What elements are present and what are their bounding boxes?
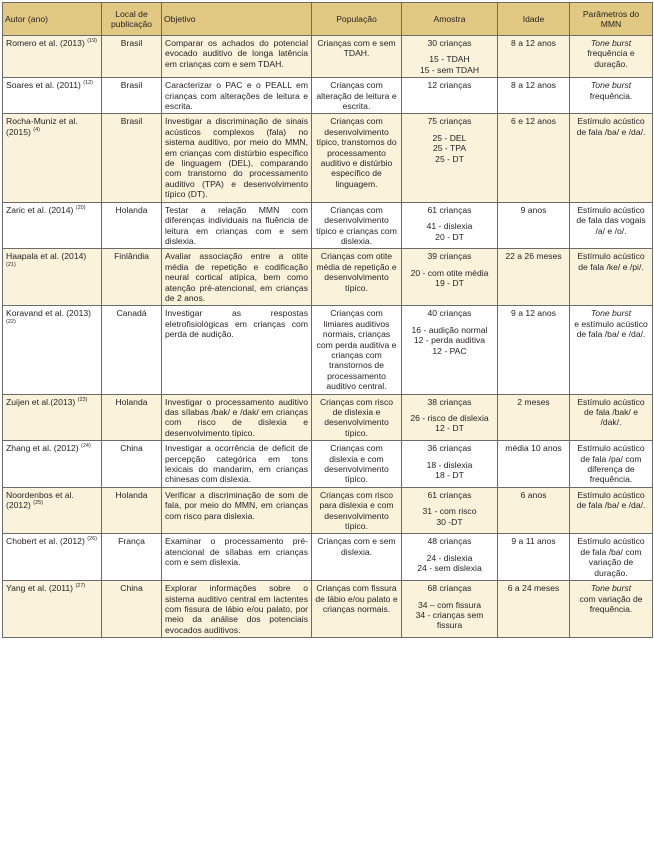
header-parametros — [570, 3, 653, 36]
table-row — [3, 78, 653, 114]
cell-populacao: Crianças com e sem TDAH. — [312, 36, 402, 78]
cell-parametros — [570, 78, 653, 114]
cell-autor — [3, 114, 102, 202]
amostra-total: 61 crianças — [427, 204, 472, 215]
cell-autor — [3, 36, 102, 78]
param-description: Estímulo acústico de fala /ba/ com variação de duração. — [577, 536, 645, 578]
header-local-line2: publicação — [110, 19, 153, 29]
reference-number: (27) — [75, 583, 86, 590]
author-name: Soares et al. (2011) — [6, 80, 81, 91]
header-objetivo: Objetivo — [162, 3, 312, 36]
cell-populacao: Crianças com e sem dislexia. — [312, 534, 402, 581]
cell-autor — [3, 487, 102, 534]
cell-local: Holanda — [102, 202, 162, 249]
studies-table — [2, 2, 653, 638]
cell-populacao: Crianças com desenvolvimento típico e crianças com dislexia. — [312, 202, 402, 249]
amostra-subgroup: 34 – com fissura — [417, 599, 482, 610]
header-row — [3, 3, 653, 36]
cell-parametros — [570, 249, 653, 306]
cell-autor — [3, 394, 102, 441]
amostra-subgroup: 34 - crianças sem fissura — [415, 609, 484, 631]
cell-objetivo: Testar a relação MMN com diferenças individuais na fluência de leitura em crianças com e sem dislexia. — [162, 202, 312, 249]
param-description: frequência. — [589, 90, 633, 101]
cell-amostra — [402, 36, 498, 78]
cell-populacao: Crianças com dislexia e com desenvolvimento típico. — [312, 441, 402, 488]
param-description: Estímulo acústico de fala /pa/ com diferença de frequência. — [577, 443, 645, 485]
amostra-subgroup: 24 - sem dislexia — [417, 563, 482, 574]
cell-objetivo: Comparar os achados do potencial evocado auditivo de longa latência em crianças com e sem TDAH. — [162, 36, 312, 78]
cell-populacao: Crianças com risco para dislexia e com desenvolvimento típico. — [312, 487, 402, 534]
cell-local: Holanda — [102, 394, 162, 441]
amostra-subgroup: 15 - sem TDAH — [419, 64, 480, 75]
cell-local: Holanda — [102, 487, 162, 534]
author-name: Haapala et al. (2014) — [6, 251, 87, 262]
author-name: Yang et al. (2011) — [6, 583, 74, 594]
cell-populacao: Crianças com desenvolvimento típico, transtornos do processamento auditivo e distúrbio específico de linguagem. — [312, 114, 402, 202]
author-name: Chobert et al. (2012) — [6, 536, 85, 547]
cell-amostra — [402, 202, 498, 249]
cell-parametros — [570, 534, 653, 581]
author-name: Noordenbos et al. (2012) — [6, 489, 74, 511]
cell-amostra — [402, 487, 498, 534]
cell-parametros — [570, 441, 653, 488]
amostra-subgroup: 18 - dislexia — [426, 459, 473, 470]
cell-amostra — [402, 249, 498, 306]
cell-objetivo: Investigar o processamento auditivo das sílabas /bak/ e /dak/ em crianças com risco de dislexia e desenvolvimento típico. — [162, 394, 312, 441]
header-param-line2: MMN — [600, 19, 622, 29]
author-name: Koravand et al. (2013) — [6, 308, 92, 319]
reference-number: (24) — [81, 443, 91, 450]
cell-amostra — [402, 78, 498, 114]
author-name: Romero et al. (2013) — [6, 38, 85, 48]
amostra-total: 12 crianças — [427, 80, 472, 91]
table-row — [3, 36, 653, 78]
amostra-subgroup: 19 - DT — [435, 278, 464, 289]
cell-local: Brasil — [102, 78, 162, 114]
table-row — [3, 487, 653, 534]
cell-parametros — [570, 306, 653, 394]
amostra-total: 40 crianças — [427, 308, 472, 319]
table-row — [3, 394, 653, 441]
cell-autor — [3, 306, 102, 394]
cell-local: Brasil — [102, 114, 162, 202]
param-description: Estímulo acústico de fala /ba/ e /da/. — [576, 116, 646, 137]
author-name: Zuijen et al.(2013) — [6, 396, 76, 407]
cell-parametros — [570, 36, 653, 78]
reference-number: (19) — [87, 38, 97, 45]
cell-populacao: Crianças com limiares auditivos normais, crianças com perda auditiva e crianças com transtornos de processamento auditivo central. — [312, 306, 402, 394]
amostra-total: 30 crianças — [427, 38, 472, 48]
amostra-subgroup: 18 - DT — [435, 470, 464, 481]
cell-parametros — [570, 581, 653, 638]
cell-idade: 9 a 12 anos — [498, 306, 570, 394]
param-stimulus-type: Tone burst — [590, 583, 632, 594]
cell-parametros — [570, 487, 653, 534]
table-body — [3, 36, 653, 638]
cell-local: França — [102, 534, 162, 581]
cell-amostra — [402, 394, 498, 441]
cell-autor — [3, 581, 102, 638]
amostra-subgroup: 15 - TDAH — [429, 54, 470, 65]
cell-populacao: Crianças com alteração de leitura e escrita. — [312, 78, 402, 114]
amostra-total: 68 crianças — [427, 583, 472, 594]
cell-local: China — [102, 581, 162, 638]
reference-number: (20) — [75, 204, 86, 211]
reference-number: (25) — [33, 500, 44, 507]
amostra-subgroup: 12 - perda auditiva — [413, 335, 486, 346]
amostra-subgroup: 25 - DEL — [432, 132, 467, 143]
cell-objetivo: Avaliar associação entre a otite média de repetição e codificação neural cortical atípica, bem como atenção pré-atencional, em crianças de 2 anos. — [162, 249, 312, 306]
param-stimulus-type: Tone burst — [590, 38, 632, 48]
cell-populacao: Crianças com risco de dislexia e desenvolvimento típico. — [312, 394, 402, 441]
cell-objetivo: Verificar a discriminação de som de fala, por meio do MMN, em crianças com risco para dislexia. — [162, 487, 312, 534]
cell-local: Finlândia — [102, 249, 162, 306]
cell-objetivo: Explorar informações sobre o sistema auditivo central em lactentes com fissura de lábio e/ou palato, por meio da análise dos potenciais evocados auditivos. — [162, 581, 312, 638]
param-stimulus-type: Tone burst — [590, 308, 632, 319]
cell-idade: 22 a 26 meses — [498, 249, 570, 306]
amostra-subgroup: 20 - DT — [435, 231, 464, 242]
amostra-subgroup: 16 - audição normal — [411, 324, 488, 335]
header-amostra: Amostra — [402, 3, 498, 36]
cell-idade: média 10 anos — [498, 441, 570, 488]
reference-number: (23) — [77, 396, 88, 403]
param-description: e estímulo acústico de fala /ba/ e /da/. — [574, 318, 648, 340]
cell-idade: 9 anos — [498, 202, 570, 249]
param-description: frequência e duração. — [587, 48, 635, 69]
amostra-subgroup: 25 - DT — [435, 153, 464, 164]
amostra-total: 39 crianças — [427, 251, 472, 262]
table-row — [3, 202, 653, 249]
cell-idade: 6 anos — [498, 487, 570, 534]
cell-objetivo: Examinar o processamento pré- atencional de sílabas em crianças com e sem dislexia. — [162, 534, 312, 581]
cell-local: Brasil — [102, 36, 162, 78]
cell-idade: 6 a 24 meses — [498, 581, 570, 638]
table-row — [3, 114, 653, 202]
cell-amostra — [402, 534, 498, 581]
cell-objetivo: Investigar as respostas eletrofisiológicas em crianças com perda de audição. — [162, 306, 312, 394]
amostra-subgroup: 30 -DT — [436, 516, 463, 527]
amostra-subgroup: 20 - com otite média — [410, 267, 489, 278]
header-autor: Autor (ano) — [3, 3, 102, 36]
cell-amostra — [402, 114, 498, 202]
amostra-subgroup: 41 - dislexia — [426, 221, 473, 232]
cell-idade: 2 meses — [498, 394, 570, 441]
cell-autor — [3, 249, 102, 306]
param-description: Estímulo acústico de fala /ke/ e /pi/. — [577, 251, 645, 272]
header-populacao: População — [312, 3, 402, 36]
amostra-subgroup: 31 - com risco — [422, 506, 477, 517]
cell-objetivo: Investigar a ocorrência de deficit de percepção categórica em tons lexicais do mandarim, em crianças chinesas com dislexia. — [162, 441, 312, 488]
table-row — [3, 306, 653, 394]
cell-populacao: Crianças com fissura de lábio e/ou palato e crianças normais. — [312, 581, 402, 638]
cell-autor — [3, 534, 102, 581]
amostra-subgroup: 26 - risco de dislexia — [410, 413, 489, 423]
cell-parametros — [570, 114, 653, 202]
reference-number: (12) — [83, 80, 94, 87]
cell-idade: 8 a 12 anos — [498, 78, 570, 114]
param-description: Estímulo acústico de fala /bak/ e /dak/. — [577, 396, 645, 428]
param-description: com variação de frequência. — [579, 593, 643, 614]
header-local-line1: Local de — [115, 8, 148, 19]
cell-populacao: Crianças com otite média de repetição e desenvolvimento típico. — [312, 249, 402, 306]
cell-objetivo: Caracterizar o PAC e o PEALL em crianças com alterações de leitura e escrita. — [162, 78, 312, 114]
amostra-subgroup: 24 - dislexia — [426, 552, 473, 563]
header-local — [102, 3, 162, 36]
amostra-total: 48 crianças — [427, 536, 472, 547]
table-row — [3, 581, 653, 638]
param-description: Estímulo acústico de fala das vogais /a/ e /o/. — [576, 204, 646, 236]
cell-idade: 9 a 11 anos — [498, 534, 570, 581]
amostra-subgroup: 12 - PAC — [432, 345, 467, 356]
cell-idade: 8 a 12 anos — [498, 36, 570, 78]
reference-number: (26) — [87, 536, 97, 543]
cell-autor — [3, 78, 102, 114]
author-name: Zaric et al. (2014) — [6, 204, 74, 215]
cell-objetivo: Investigar a discriminação de sinais acústicos complexos (fala) no sistema auditivo, por meio do MMN, em crianças com distúrbio específico de linguagem (DEL), comparando com transtorno do processamento auditivo (TPA) e desenvolvimento típico (DT). — [162, 114, 312, 202]
header-param-line1: Parâmetros do — [582, 8, 640, 19]
amostra-total: 61 crianças — [427, 489, 472, 500]
header-idade: Idade — [498, 3, 570, 36]
amostra-total: 75 crianças — [427, 116, 472, 127]
cell-autor — [3, 441, 102, 488]
amostra-total: 38 crianças — [427, 396, 472, 407]
table-row — [3, 249, 653, 306]
author-name: Zhang et al. (2012) — [6, 443, 79, 454]
cell-autor — [3, 202, 102, 249]
cell-parametros — [570, 394, 653, 441]
reference-number: (21) — [6, 261, 16, 268]
cell-amostra — [402, 441, 498, 488]
cell-amostra — [402, 306, 498, 394]
table-row — [3, 441, 653, 488]
cell-parametros — [570, 202, 653, 249]
table-row — [3, 534, 653, 581]
reference-number: (4) — [33, 126, 40, 133]
param-description: Estímulo acústico de fala /ba/ e /da/. — [576, 489, 646, 511]
cell-local: China — [102, 441, 162, 488]
cell-amostra — [402, 581, 498, 638]
amostra-total: 36 crianças — [427, 443, 472, 454]
amostra-subgroup: 25 - TPA — [432, 143, 467, 154]
cell-local: Canadá — [102, 306, 162, 394]
amostra-subgroup: 12 - DT — [435, 423, 464, 434]
cell-idade: 6 e 12 anos — [498, 114, 570, 202]
param-stimulus-type: Tone burst — [590, 80, 632, 91]
reference-number: (22) — [6, 318, 16, 325]
author-name: Rocha-Muniz et al. (2015) — [6, 116, 78, 137]
